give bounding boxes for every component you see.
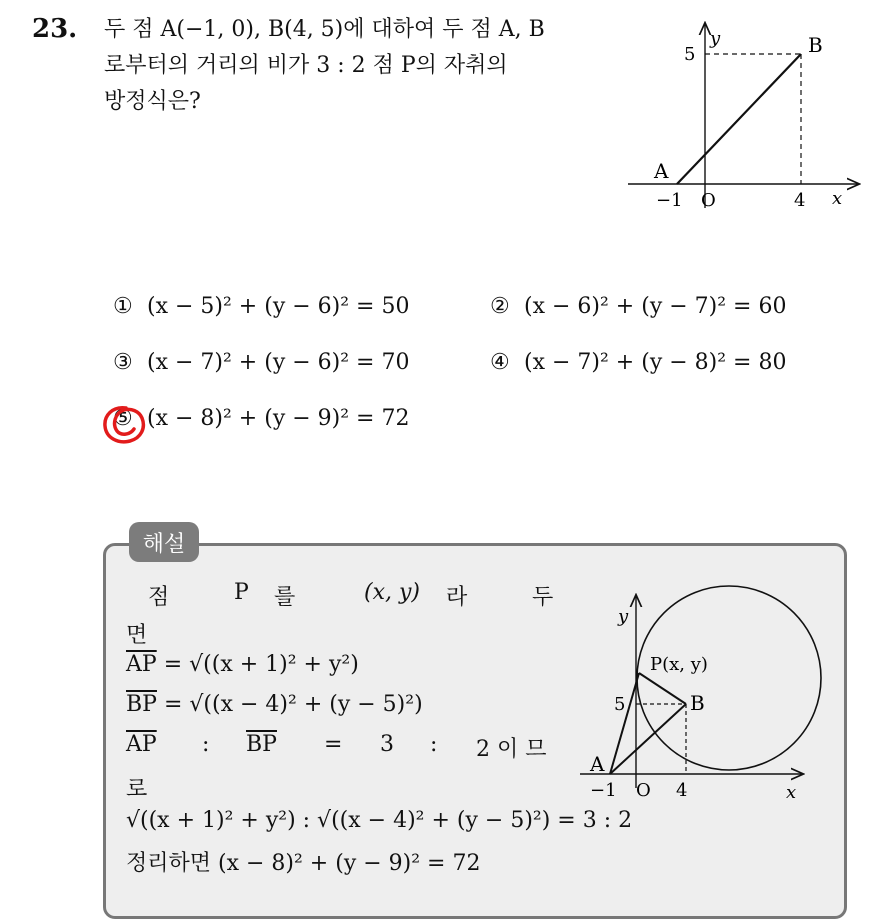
solution-word: 라 <box>446 585 468 610</box>
segment-ap-label: $\overline{AP}$ <box>126 652 157 677</box>
x-axis-label: x <box>832 188 843 209</box>
y-axis-label: y <box>618 606 629 627</box>
point-label-p: P(x, y) <box>650 654 708 675</box>
answer-selection-circle <box>100 400 150 448</box>
segment-ap <box>610 673 639 774</box>
segment-bp-expr: = √((x − 4)² + (y − 5)²) <box>163 692 423 717</box>
question-line: 두 점 A(−1, 0), B(4, 5)에 대하여 두 점 A, B <box>104 17 545 42</box>
question-line: 방정식은? <box>104 89 201 114</box>
solution-line-bp <box>126 692 423 717</box>
solution-word: 를 <box>274 585 296 610</box>
ratio-colon: : <box>430 732 438 757</box>
choice-2[interactable] <box>490 294 786 319</box>
choice-mark: ⑤ <box>113 406 133 431</box>
choice-text: (x − 6)² + (y − 7)² = 60 <box>524 294 787 319</box>
point-label-a: A <box>654 159 669 183</box>
segment-ab <box>677 54 801 184</box>
solution-line-2: 면 <box>126 623 148 648</box>
question-number: 23. <box>32 14 78 44</box>
point-label-b: B <box>690 691 705 715</box>
origin-label: O <box>636 780 651 801</box>
x-tick-minus1: −1 <box>656 190 683 211</box>
choice-3[interactable] <box>113 350 409 375</box>
solution-tag: 해설 <box>129 522 199 562</box>
solution-word: P <box>234 580 249 605</box>
solution-graph <box>576 578 826 806</box>
ratio-colon: : <box>202 732 210 757</box>
ratio-equals: = <box>324 732 343 757</box>
choice-text: (x − 7)² + (y − 6)² = 70 <box>147 350 410 375</box>
choice-text: (x − 5)² + (y − 6)² = 50 <box>147 294 410 319</box>
question-text <box>104 12 604 120</box>
y-tick-5: 5 <box>614 694 626 715</box>
solution-line-8: 정리하면 (x − 8)² + (y − 9)² = 72 <box>126 851 481 876</box>
choice-4[interactable] <box>490 350 786 375</box>
ratio-ap: $\overline{AP}$ <box>126 732 157 757</box>
ratio-bp: $\overline{BP}$ <box>246 732 277 757</box>
ratio-two: 2 이 므 <box>476 737 547 762</box>
y-tick-5: 5 <box>684 44 696 65</box>
point-label-b: B <box>808 33 823 57</box>
question-line: 로부터의 거리의 비가 3 : 2 점 P의 자취의 <box>104 53 508 78</box>
y-axis-label: y <box>710 28 721 49</box>
point-label-a: A <box>590 752 605 776</box>
solution-word: 점 <box>148 585 170 610</box>
choice-mark: ④ <box>490 350 510 375</box>
origin-label: O <box>701 190 716 211</box>
question-graph <box>622 18 862 218</box>
choice-text: (x − 8)² + (y − 9)² = 72 <box>147 406 410 431</box>
choice-mark: ① <box>113 294 133 319</box>
choice-1[interactable] <box>113 294 409 319</box>
locus-circle <box>637 586 821 770</box>
segment-ap-expr: = √((x + 1)² + y²) <box>163 652 359 677</box>
solution-line-ap <box>126 652 359 677</box>
choice-mark: ③ <box>113 350 133 375</box>
segment-pb <box>639 673 686 704</box>
x-tick-4: 4 <box>794 190 806 211</box>
solution-word: 두 <box>532 585 554 610</box>
solution-line-7: √((x + 1)² + y²) : √((x − 4)² + (y − 5)²) = 3 : 2 <box>126 808 633 833</box>
segment-bp-label: $\overline{BP}$ <box>126 692 157 717</box>
x-tick-minus1: −1 <box>590 780 617 801</box>
choice-mark: ② <box>490 294 510 319</box>
x-axis-label: x <box>786 782 797 803</box>
ratio-three: 3 <box>380 732 394 757</box>
x-tick-4: 4 <box>676 780 688 801</box>
choice-5[interactable] <box>113 406 409 431</box>
choice-text: (x − 7)² + (y − 8)² = 80 <box>524 350 787 375</box>
solution-line-6: 로 <box>126 777 148 802</box>
solution-word: (x, y) <box>364 580 420 605</box>
